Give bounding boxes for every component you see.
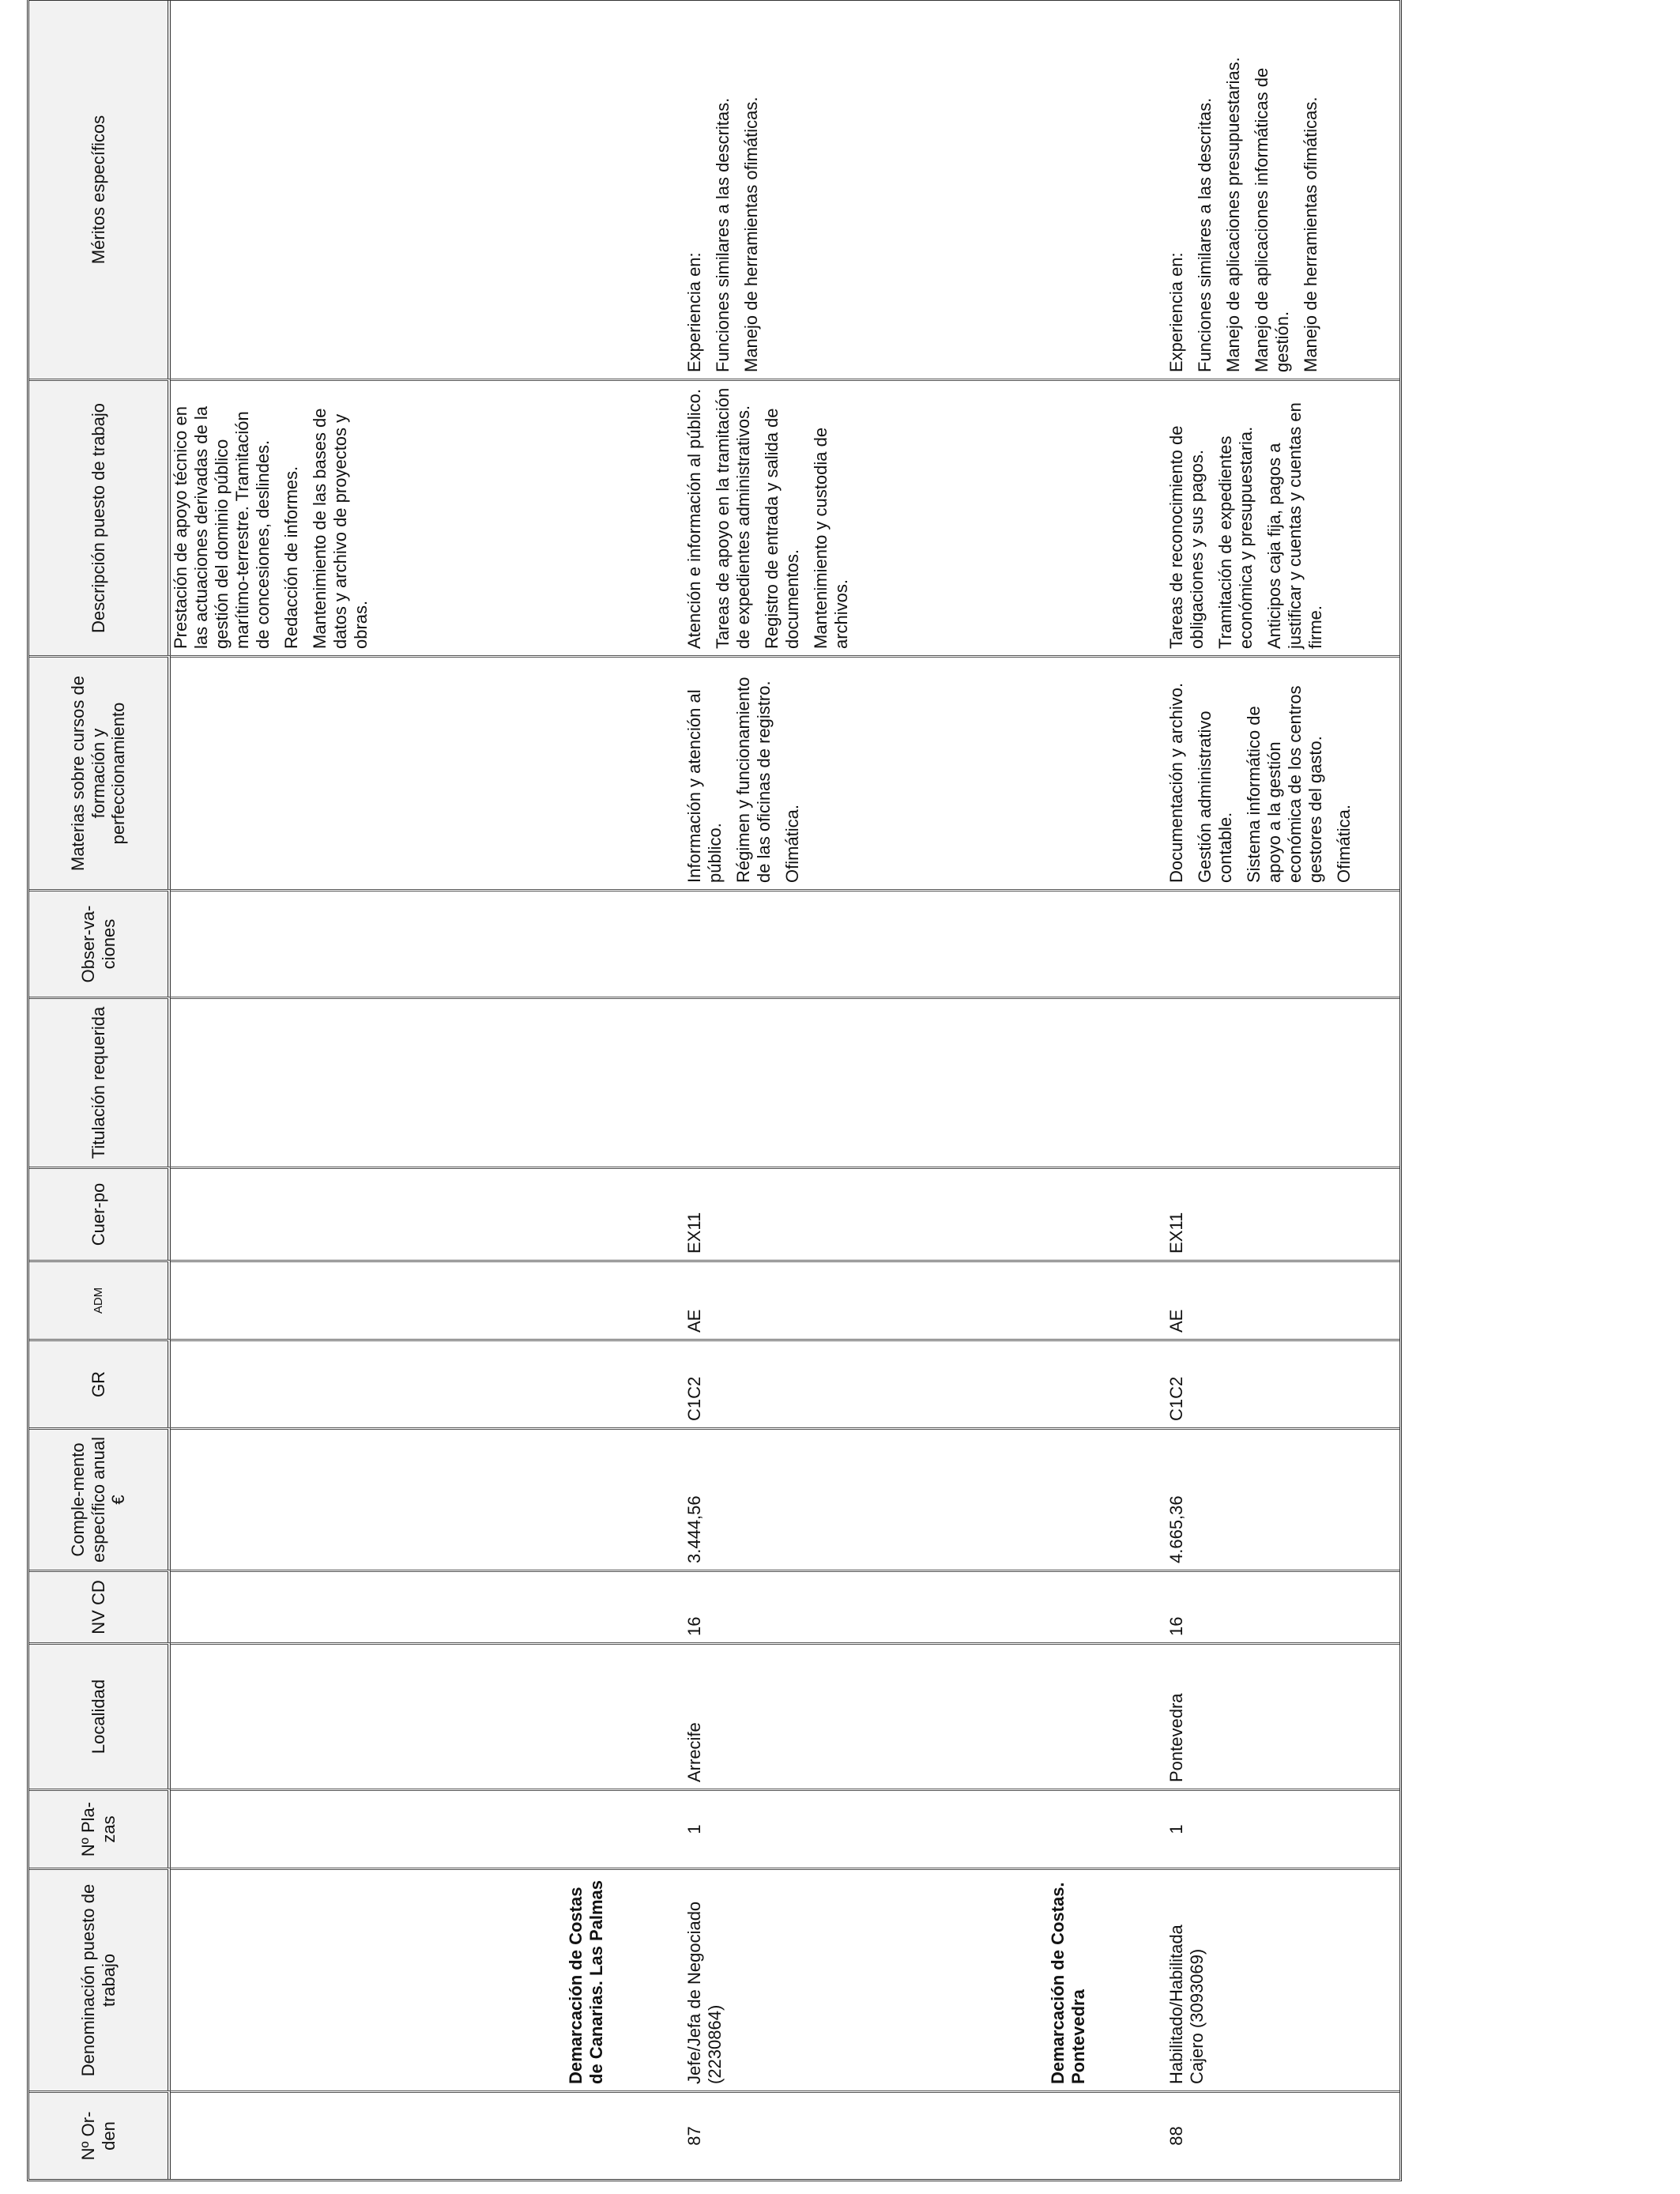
column-complemento — [171, 1427, 1399, 1570]
titulacion-cell — [684, 999, 1048, 1167]
column-adm — [171, 1260, 1399, 1339]
observaciones-cell — [1166, 892, 1399, 997]
meritos-item: Manejo de herramientas ofimáticas. — [740, 96, 761, 372]
column-orden — [171, 2090, 1399, 2179]
observaciones-cell — [684, 892, 1048, 997]
column-observaciones — [171, 889, 1399, 997]
descripcion-item: Tareas de apoyo en la tramitación de expedientes administrativos. — [712, 387, 753, 649]
column-localidad — [171, 1642, 1399, 1789]
cuerpo-cell: EX11 — [684, 1212, 704, 1253]
header-materias: Materias sobre cursos de formación y perfeccionamiento — [29, 655, 171, 889]
materias-item: Sistema informático de apoyo a la gestión económica de los centros gestores del gasto. — [1243, 685, 1325, 883]
column-titulacion — [171, 997, 1399, 1167]
nivel-cell: 16 — [684, 1616, 704, 1636]
meritos-item: Manejo de aplicaciones presupuestarias. — [1222, 57, 1243, 372]
descripcion-item: Mantenimiento de las bases de datos y archivo de proyectos y obras. — [309, 408, 371, 649]
adm-cell: AE — [684, 1309, 704, 1333]
header-grupo: GR — [29, 1339, 171, 1427]
meritos-cell — [1166, 1, 1399, 379]
column-materias — [171, 655, 1399, 889]
meritos-item: Experiencia en: — [684, 252, 704, 372]
descripcion-item: Tramitación de expedientes económica y presupuestaria. — [1215, 426, 1256, 649]
descripcion-item: Mantenimiento y custodia de archivos. — [810, 427, 851, 649]
plazas-cell: 1 — [684, 1824, 704, 1834]
cuerpo-cell: EX11 — [1166, 1212, 1186, 1253]
header-adm: ADM — [29, 1260, 171, 1339]
nivel-cell: 16 — [1166, 1616, 1186, 1636]
header-plazas: Nº Pla-zas — [29, 1789, 171, 1868]
descripcion-item: Redacción de informes. — [281, 466, 301, 649]
meritos-item: Manejo de aplicaciones informáticas de gestión. — [1251, 67, 1292, 372]
header-observaciones: Obser-va-ciones — [29, 889, 171, 997]
titulacion-cell — [1166, 999, 1399, 1167]
descripcion-item: Tareas de reconocimiento de obligaciones y sus pagos. — [1166, 425, 1207, 649]
orden-cell: 87 — [684, 2126, 704, 2146]
denominacion-cell: Jefe/Jefa de Negociado (2230864) — [684, 1901, 725, 2084]
column-cuerpo — [171, 1167, 1399, 1260]
denominacion-cell: Habilitado/Habilitada Cajero (3093069) — [1166, 1924, 1207, 2084]
materias-item: Régimen y funcionamiento de las oficinas de registro. — [733, 677, 774, 883]
section-heading: Demarcación de Costas. Pontevedra — [1048, 1882, 1088, 2084]
materias-item: Ofimática. — [782, 804, 802, 883]
materias-item: Ofimática. — [1333, 804, 1354, 883]
localidad-cell: Arrecife — [684, 1722, 704, 1782]
materias-item: Documentación y archivo. — [1166, 682, 1186, 883]
meritos-cell — [684, 1, 1048, 379]
header-titulacion: Titulación requerida — [29, 997, 171, 1167]
job-positions-table — [27, 0, 1402, 2181]
header-localidad: Localidad — [29, 1642, 171, 1789]
header-cuerpo: Cuer-po — [29, 1167, 171, 1260]
header-nivel: NV CD — [29, 1570, 171, 1642]
materias-item: Gestión administrativo contable. — [1194, 711, 1235, 883]
complemento-cell: 3.444,56 — [684, 1495, 704, 1563]
column-descripcion — [171, 379, 1399, 655]
adm-cell: AE — [1166, 1309, 1186, 1333]
meritos-item: Funciones similares a las descritas. — [1194, 97, 1215, 372]
meritos-item: Manejo de herramientas ofimáticas. — [1300, 96, 1320, 372]
localidad-cell: Pontevedra — [1166, 1693, 1186, 1782]
descripcion-item: Registro de entrada y salida de documentos. — [761, 408, 802, 649]
grupo-cell: C1C2 — [1166, 1376, 1186, 1421]
column-grupo — [171, 1339, 1399, 1427]
grupo-cell: C1C2 — [684, 1376, 704, 1421]
descripcion-cell — [171, 381, 566, 655]
plazas-cell: 1 — [1166, 1824, 1186, 1834]
orden-cell: 88 — [1166, 2126, 1186, 2146]
column-denominacion — [171, 1868, 1399, 2090]
column-meritos — [171, 1, 1399, 379]
descripcion-cell — [1166, 381, 1399, 655]
header-meritos: Méritos específicos — [29, 1, 171, 379]
table-body-row — [171, 1, 1399, 2179]
descripcion-item: Anticipos caja fija, pagos a justificar y cuentas y cuentas en firme. — [1264, 402, 1325, 649]
descripcion-item: Prestación de apoyo técnico en las actuaciones derivadas de la gestión del dominio público marítimo-terrestre. Tramitación de concesiones, deslindes. — [171, 406, 273, 649]
descripcion-cell — [684, 381, 1048, 655]
meritos-item: Experiencia en: — [1166, 252, 1186, 372]
header-complemento: Comple-mento específico anual € — [29, 1427, 171, 1570]
section-heading: Demarcación de Costas de Canarias. Las Palmas — [566, 1879, 606, 2084]
meritos-item: Funciones similares a las descritas. — [712, 97, 733, 372]
materias-item: Información y atención al público. — [684, 689, 725, 883]
materias-cell — [684, 658, 1048, 889]
header-denominacion: Denominación puesto de trabajo — [29, 1868, 171, 2090]
column-nivel — [171, 1570, 1399, 1642]
rotated-document-page — [27, 19, 1402, 2181]
header-row — [29, 1, 171, 2179]
materias-cell — [1166, 658, 1399, 889]
header-orden: Nº Or-den — [29, 2090, 171, 2179]
header-descripcion: Descripción puesto de trabajo — [29, 379, 171, 655]
column-plazas — [171, 1789, 1399, 1868]
complemento-cell: 4.665,36 — [1166, 1495, 1186, 1563]
descripcion-item: Atención e información al público. — [684, 389, 704, 649]
